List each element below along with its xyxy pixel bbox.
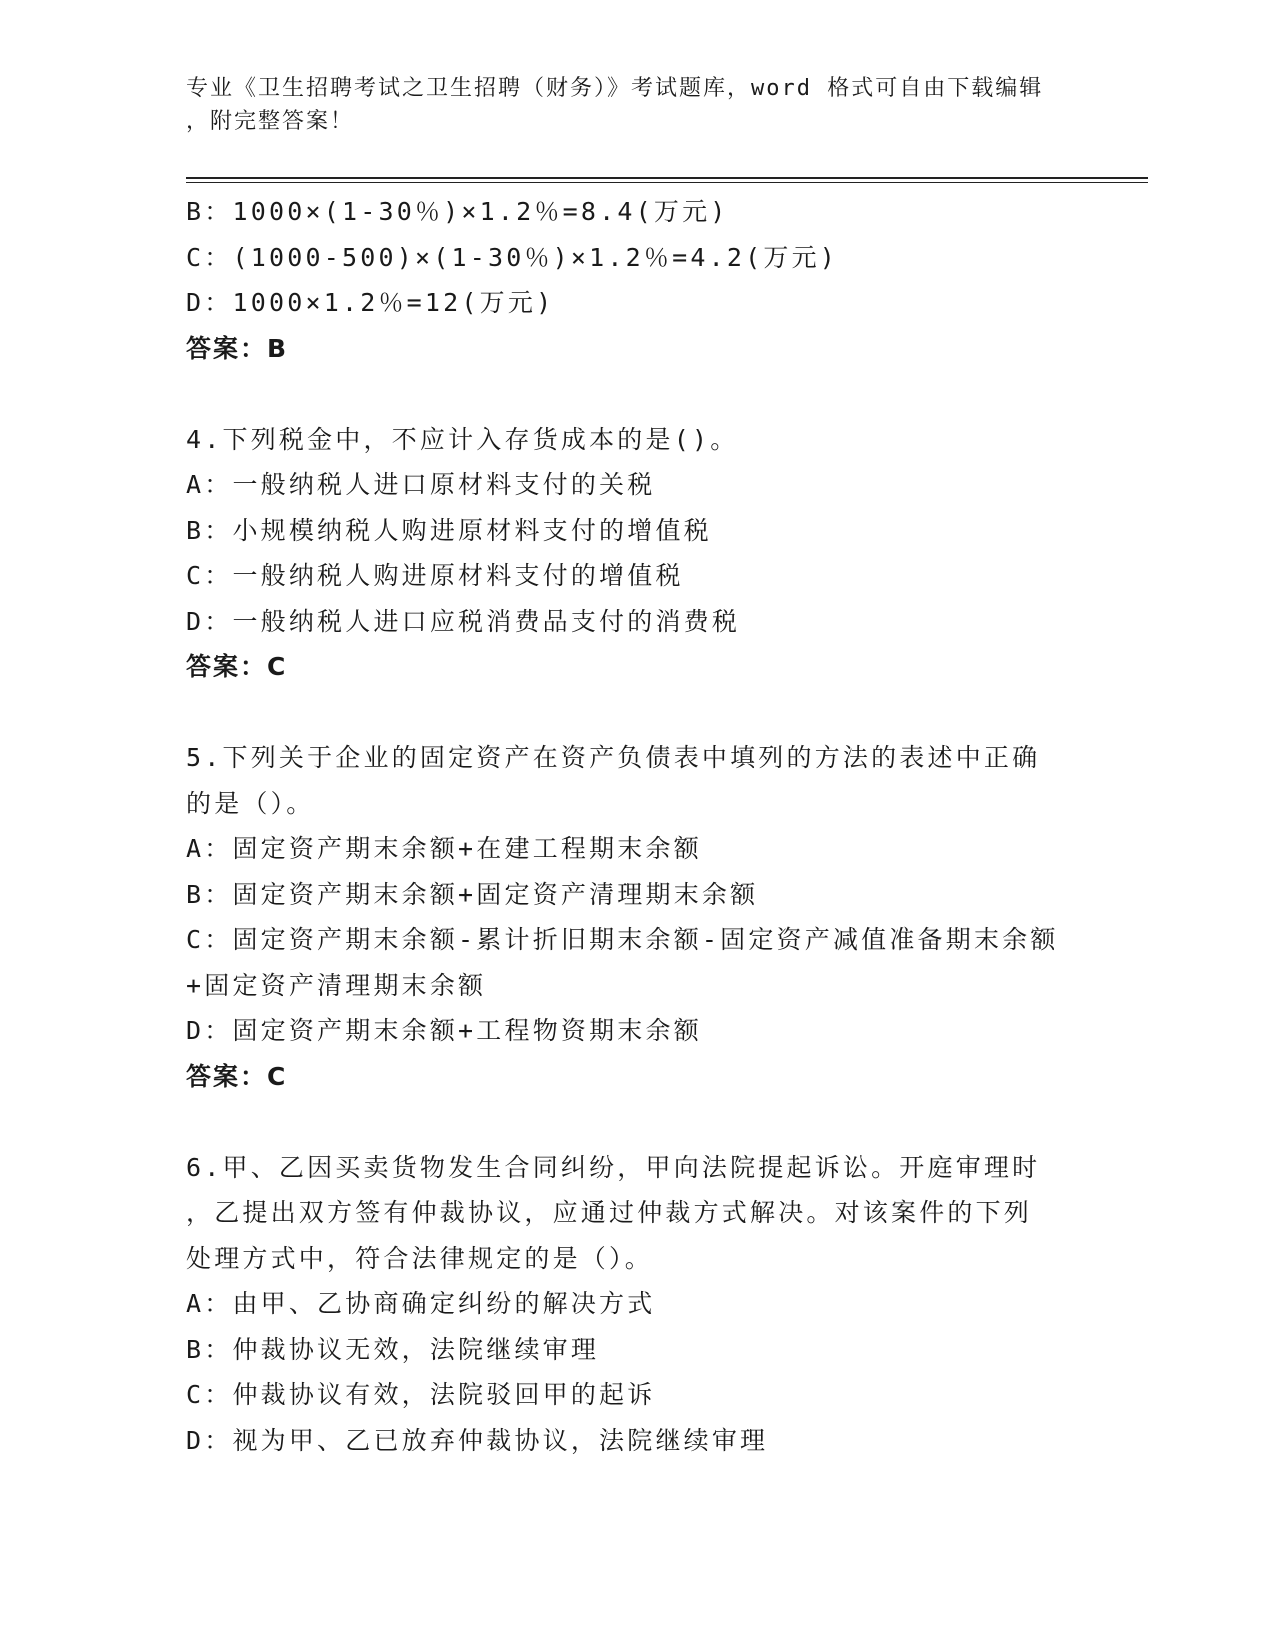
q5-option-b: B：固定资产期末余额+固定资产清理期末余额 <box>186 879 759 909</box>
q5-option-c-line-1: C：固定资产期末余额-累计折旧期末余额-固定资产减值准备期末余额 <box>186 925 1059 954</box>
q5-option-c-line-2: +固定资产清理期末余额 <box>186 970 487 1000</box>
q5-answer: 答案：C <box>186 1061 288 1091</box>
header-line-1: 专业《卫生招聘考试之卫生招聘（财务）》考试题库，word 格式可自由下载编辑 <box>186 76 1044 101</box>
q3-answer: 答案：B <box>186 333 289 363</box>
q4-answer: 答案：C <box>186 652 288 681</box>
q4-option-a: A：一般纳税人进口原材料支付的关税 <box>186 470 656 499</box>
q5-stem-line-1: 5.下列关于企业的固定资产在资产负债表中填列的方法的表述中正确 <box>186 743 1041 772</box>
q4-option-d: D：一般纳税人进口应税消费品支付的消费税 <box>186 606 741 636</box>
q6-stem-line-2: ，乙提出双方签有仲裁协议，应通过仲裁方式解决。对该案件的下列 <box>186 1198 1033 1227</box>
q6-option-b: B：仲裁协议无效，法院继续审理 <box>186 1334 600 1364</box>
question-4 <box>186 417 1086 690</box>
q3-option-c: C：(1000-500)×(1-30％)×1.2％=4.2(万元) <box>186 242 839 272</box>
q6-option-c: C：仲裁协议有效，法院驳回甲的起诉 <box>186 1380 656 1409</box>
question-5 <box>186 735 1086 1099</box>
header-line-2: ，附完整答案！ <box>186 109 355 134</box>
q5-option-a: A：固定资产期末余额+在建工程期末余额 <box>186 834 702 863</box>
q6-option-d: D：视为甲、乙已放弃仲裁协议，法院继续审理 <box>186 1425 769 1455</box>
q6-stem-line-3: 处理方式中，符合法律规定的是（）。 <box>186 1243 653 1273</box>
q4-stem: 4.下列税金中，不应计入存货成本的是()。 <box>186 424 739 454</box>
q5-option-d: D：固定资产期末余额+工程物资期末余额 <box>186 1016 702 1045</box>
q3-option-b: B：1000×(1-30％)×1.2％=8.4(万元) <box>186 197 729 226</box>
spacer <box>186 690 1086 736</box>
q3-option-d: D：1000×1.2％=12(万元) <box>186 288 555 317</box>
header-divider-thin <box>186 182 1148 183</box>
question-6 <box>186 1145 1086 1464</box>
q6-option-a: A：由甲、乙协商确定纠纷的解决方式 <box>186 1289 656 1318</box>
document-header <box>186 72 1086 138</box>
q4-option-b: B：小规模纳税人购进原材料支付的增值税 <box>186 515 712 545</box>
question-3 <box>186 189 1086 371</box>
spacer <box>186 371 1086 417</box>
spacer <box>186 1099 1086 1145</box>
question-content <box>186 189 1086 1463</box>
q5-stem-line-2: 的是（）。 <box>186 788 315 818</box>
header-divider-thick <box>186 177 1148 179</box>
q4-option-c: C：一般纳税人购进原材料支付的增值税 <box>186 561 684 590</box>
q6-stem-line-1: 6.甲、乙因买卖货物发生合同纠纷，甲向法院提起诉讼。开庭审理时 <box>186 1152 1041 1182</box>
